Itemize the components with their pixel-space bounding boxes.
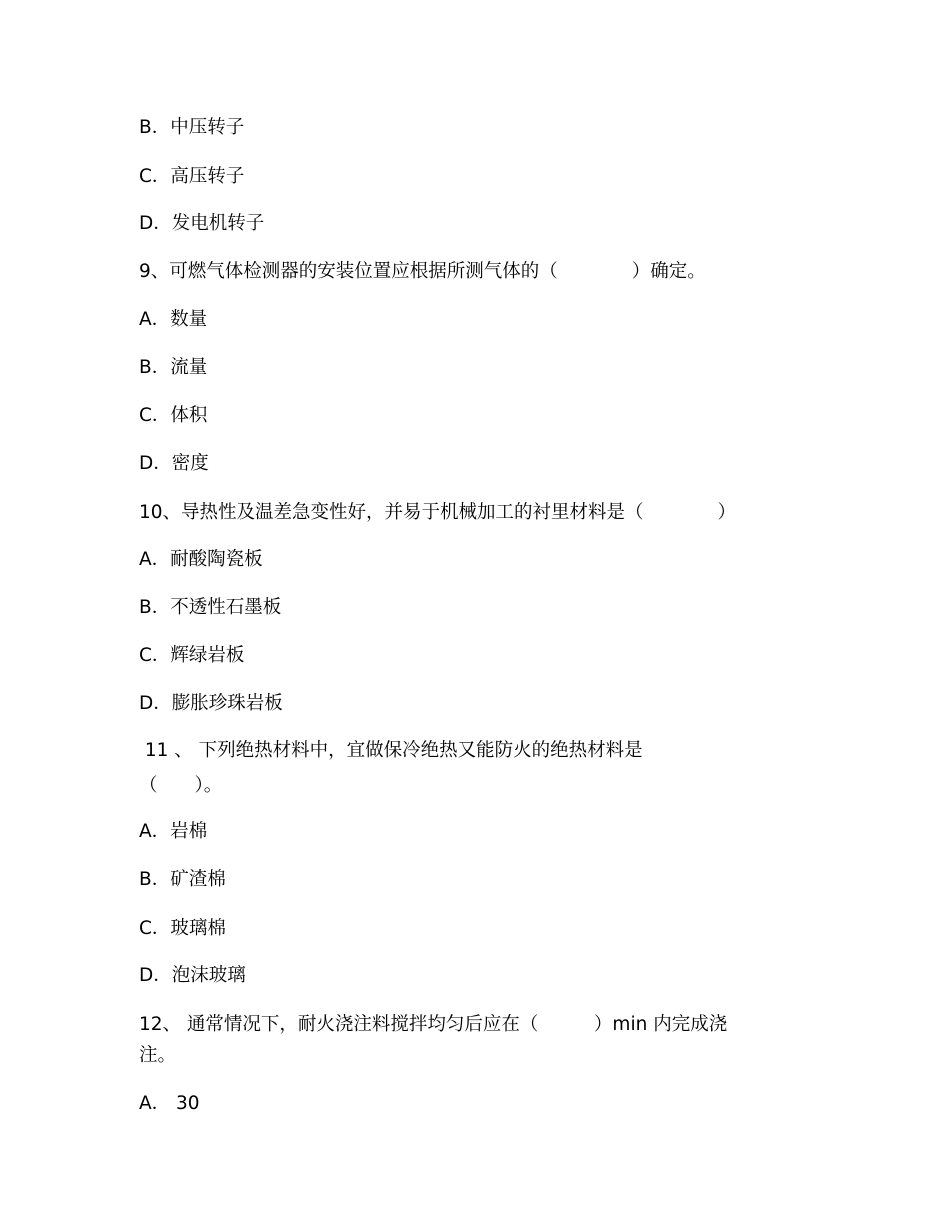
option-c-q9: C．体积 [139, 405, 208, 426]
option-c-q10: C．辉绿岩板 [139, 645, 245, 666]
option-b-q8: B．中压转子 [139, 117, 245, 138]
option-a-q10: A．耐酸陶瓷板 [139, 549, 263, 570]
question-11: 11 、 下列绝热材料中，宜做保冷绝热又能防火的绝热材料是 [139, 740, 643, 761]
option-b-q11: B．矿渣棉 [139, 869, 226, 890]
option-b-q9: B．流量 [139, 357, 208, 378]
question-12-continued: 注。 [139, 1045, 177, 1066]
option-a-q9: A．数量 [139, 309, 208, 330]
option-a-q12: A． 30 [139, 1093, 200, 1114]
option-d-q11: D．泡沫玻璃 [139, 965, 246, 986]
option-c-q11: C．玻璃棉 [139, 918, 226, 939]
question-12: 12、 通常情况下，耐火浇注料搅拌均匀后应在（ ）min 内完成浇 [139, 1014, 728, 1035]
option-d-q9: D．密度 [139, 453, 209, 474]
question-11-continued: （ ）。 [139, 775, 223, 796]
option-c-q8: C．高压转子 [139, 166, 245, 187]
option-d-q10: D．膨胀珍珠岩板 [139, 693, 283, 714]
question-10: 10、导热性及温差急变性好，并易于机械加工的衬里材料是（ ） [139, 502, 737, 523]
option-a-q11: A．岩棉 [139, 821, 208, 842]
question-9: 9、可燃气体检测器的安装位置应根据所测气体的（ ）确定。 [139, 261, 706, 282]
option-b-q10: B．不透性石墨板 [139, 597, 282, 618]
option-d-q8: D．发电机转子 [139, 213, 265, 234]
